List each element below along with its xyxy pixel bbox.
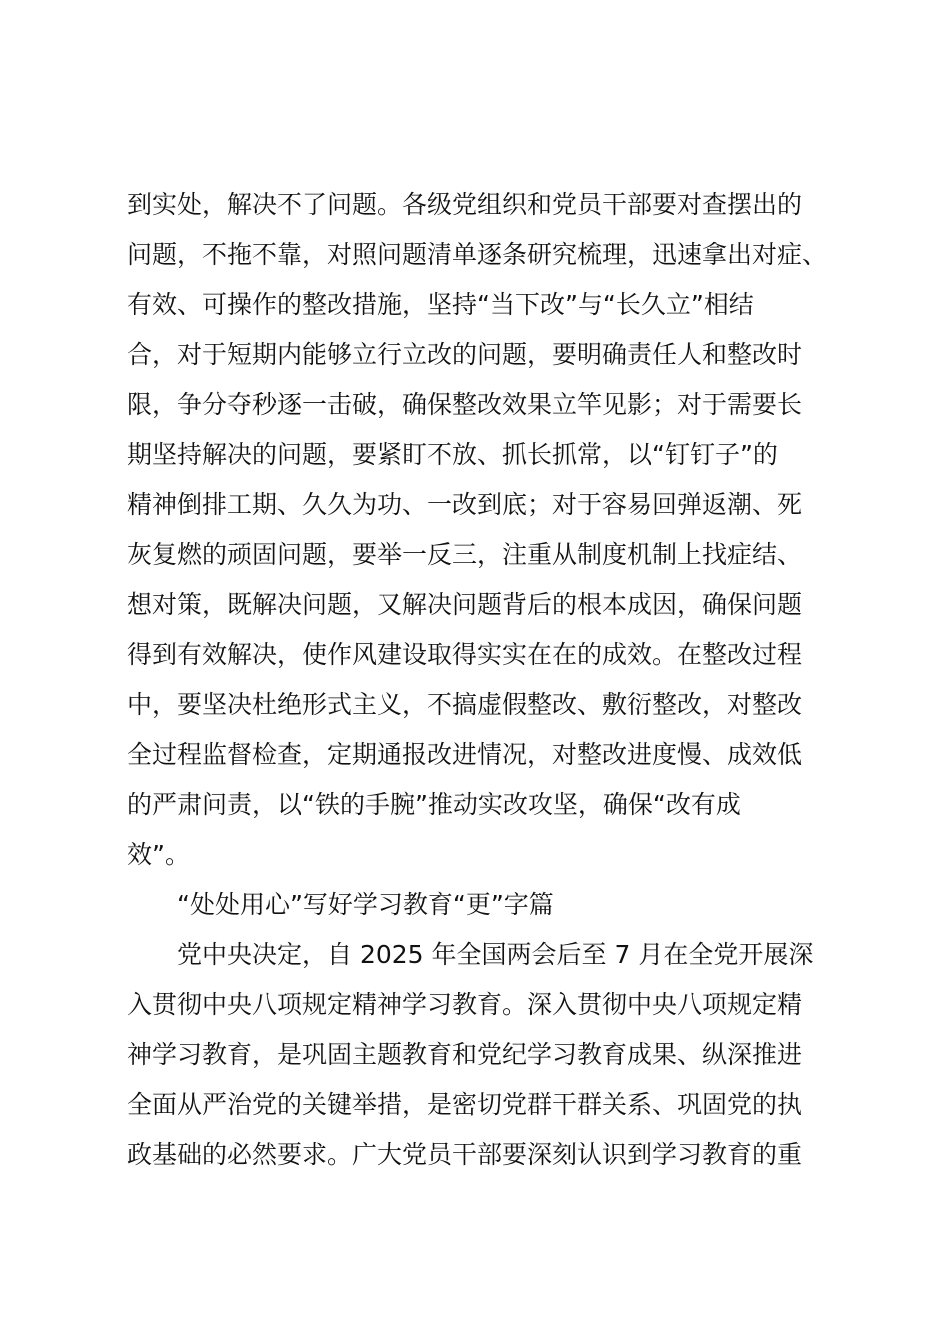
text-line: 全面从严治党的关键举措，是密切党群干群关系、巩固党的执	[127, 1090, 803, 1119]
text-line: 限，争分夺秒逐一击破，确保整改效果立竿见影；对于需要长	[127, 390, 803, 419]
text-line: 中，要坚决杜绝形式主义，不搞虚假整改、敷衍整改，对整改	[127, 690, 803, 719]
text-line: 党中央决定，自 2025 年全国两会后至 7 月在全党开展深	[177, 940, 814, 969]
text-line: 灰复燃的顽固问题，要举一反三，注重从制度机制上找症结、	[127, 540, 803, 569]
text-line: 有效、可操作的整改措施，坚持“当下改”与“长久立”相结	[127, 290, 754, 319]
text-line: 政基础的必然要求。广大党员干部要深刻认识到学习教育的重	[127, 1140, 803, 1169]
text-line: 入贯彻中央八项规定精神学习教育。深入贯彻中央八项规定精	[127, 990, 803, 1019]
text-line: 精神倒排工期、久久为功、一改到底；对于容易回弹返潮、死	[127, 490, 803, 519]
text-line: 得到有效解决，使作风建设取得实实在在的成效。在整改过程	[127, 640, 803, 669]
text-line: 期坚持解决的问题，要紧盯不放、抓长抓常，以“钉钉子”的	[127, 440, 778, 469]
text-line: 到实处，解决不了问题。各级党组织和党员干部要对查摆出的	[127, 190, 803, 219]
text-line: 合，对于短期内能够立行立改的问题，要明确责任人和整改时	[127, 340, 803, 369]
text-line: 效”。	[127, 840, 190, 869]
text-line: 的严肃问责，以“铁的手腕”推动实改攻坚，确保“改有成	[127, 790, 741, 819]
text-line: 神学习教育，是巩固主题教育和党纪学习教育成果、纵深推进	[127, 1040, 803, 1069]
body-text	[127, 180, 837, 1180]
text-line: 想对策，既解决问题，又解决问题背后的根本成因，确保问题	[127, 590, 803, 619]
section-heading: “处处用心”写好学习教育“更”字篇	[177, 890, 554, 919]
text-line: 问题，不拖不靠，对照问题清单逐条研究梳理，迅速拿出对症、	[127, 240, 828, 269]
text-line: 全过程监督检查，定期通报改进情况，对整改进度慢、成效低	[127, 740, 803, 769]
